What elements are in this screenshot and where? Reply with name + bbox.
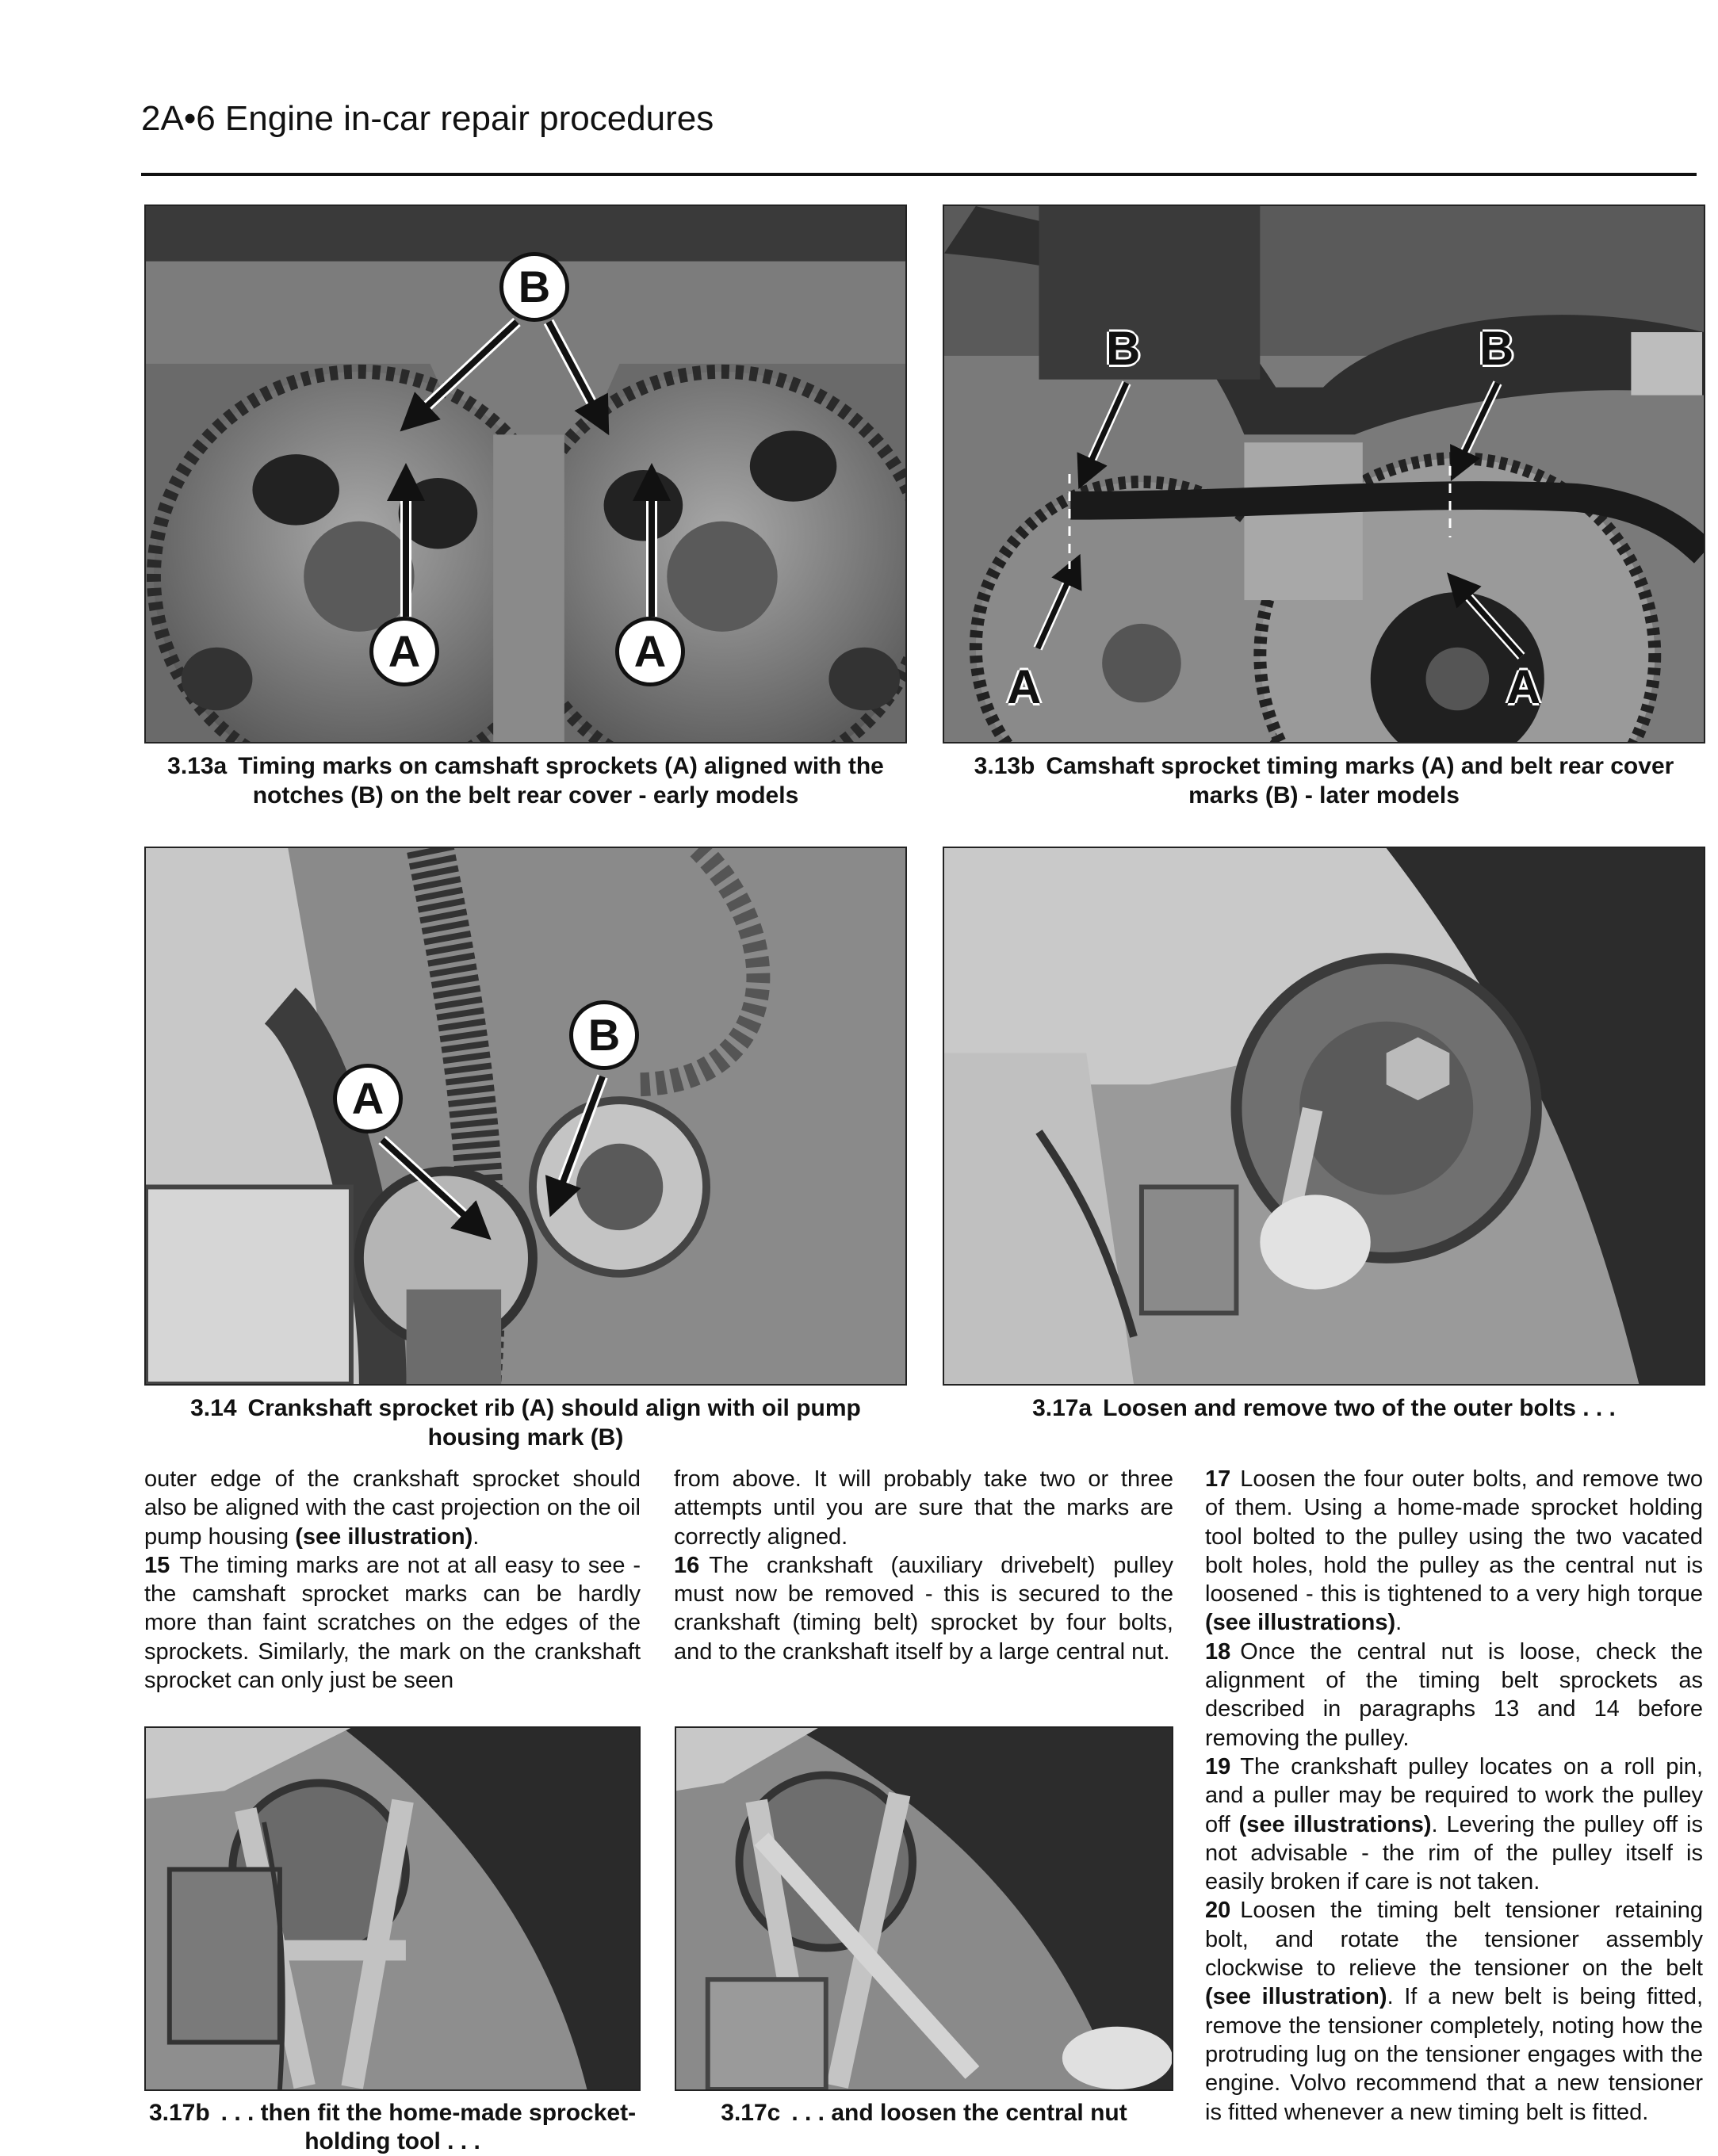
arrows-3-13b (943, 205, 1705, 744)
text-column-1 (144, 1465, 641, 1695)
caption-3-17b: 3.17b . . . then fit the home-made sprocket-holding tool . . . (148, 2100, 637, 2154)
text-column-3 (1205, 1465, 1703, 2127)
label-b-3-13b-left: B (1106, 322, 1141, 375)
label-b-3-13a: B (499, 252, 569, 322)
paragraph-16: 16 The crankshaft (auxiliary drivebelt) pulley must now be removed - this is secured to the crankshaft (timing belt) sprocket by four bolts, and to the crankshaft itself by a large central nut. (674, 1552, 1173, 1665)
label-a-3-13a-right: A (615, 617, 685, 686)
label-b-3-14: B (569, 1000, 639, 1070)
arrows-3-13a (144, 205, 907, 744)
page-title: 2A•6 Engine in-car repair procedures (141, 99, 714, 138)
photo-3-17b (144, 1726, 641, 2091)
paragraph-15-continued: from above. It will probably take two or three attempts until you are sure that the marks are correctly aligned. (674, 1466, 1173, 1550)
caption-3-14: 3.14 Crankshaft sprocket rib (A) should align with oil pump housing mark (B) (190, 1395, 861, 1451)
arrows-3-14 (144, 847, 907, 1386)
photo-3-17c (675, 1726, 1173, 2091)
paragraph-20: 20 Loosen the timing belt tensioner retaining bolt, and rotate the tensioner assembly clockwise to relieve the tensioner on the belt (see illustration). If a new belt is being fitted, remove the tensioner completely, noting how the protruding lug on the tensioner engages with the engine. Volvo recommend that a new tensioner is fitted whenever a new timing belt is fitted. (1205, 1898, 1703, 2125)
paragraph-18: 18 Once the central nut is loose, check the alignment of the timing belt sprockets as described in paragraphs 13 and 14 before removing the pulley. (1205, 1638, 1703, 1751)
caption-3-13b: 3.13b Camshaft sprocket timing marks (A) and belt rear cover marks (B) - later models (974, 753, 1674, 808)
caption-3-17c: 3.17c . . . and loosen the central nut (721, 2100, 1127, 2126)
photo-3-17a (943, 847, 1705, 1386)
label-a-3-13b-left: A (1007, 660, 1042, 713)
paragraph-17: 17 Loosen the four outer bolts, and remove two of them. Using a home-made sprocket holding tool bolted to the pulley using the two vacated bolt holes, hold the pulley as the central nut is loosened - this is tightened to a very high torque (see illustrations). (1205, 1466, 1703, 1636)
label-a-3-13a-left: A (369, 617, 439, 686)
paragraph-15: 15 The timing marks are not at all easy to see - the camshaft sprocket marks can be hardly more than faint scratches on the edges of the sprockets. Similarly, the mark on the crankshaft sprocket can only just be seen (144, 1552, 641, 1694)
caption-3-13a: 3.13a Timing marks on camshaft sprockets (A) aligned with the notches (B) on the belt rear cover - early models (167, 753, 884, 808)
label-a-3-14: A (333, 1064, 403, 1133)
paragraph-19: 19 The crankshaft pulley locates on a roll pin, and a puller may be required to work the pulley off (see illustrations). Levering the pulley off is not advisable - the rim of the pulley itself is easily broken if care is not taken. (1205, 1753, 1703, 1895)
caption-3-17a: 3.17a Loosen and remove two of the outer bolts . . . (1032, 1395, 1616, 1421)
text-column-2 (674, 1465, 1173, 1666)
label-b-3-13b-right: B (1479, 322, 1514, 375)
paragraph-14-continued: outer edge of the crankshaft sprocket should also be aligned with the cast projection on the oil pump housing (see illustration). (144, 1466, 641, 1550)
label-a-3-13b-right: A (1506, 660, 1541, 713)
header-rule (141, 173, 1697, 176)
